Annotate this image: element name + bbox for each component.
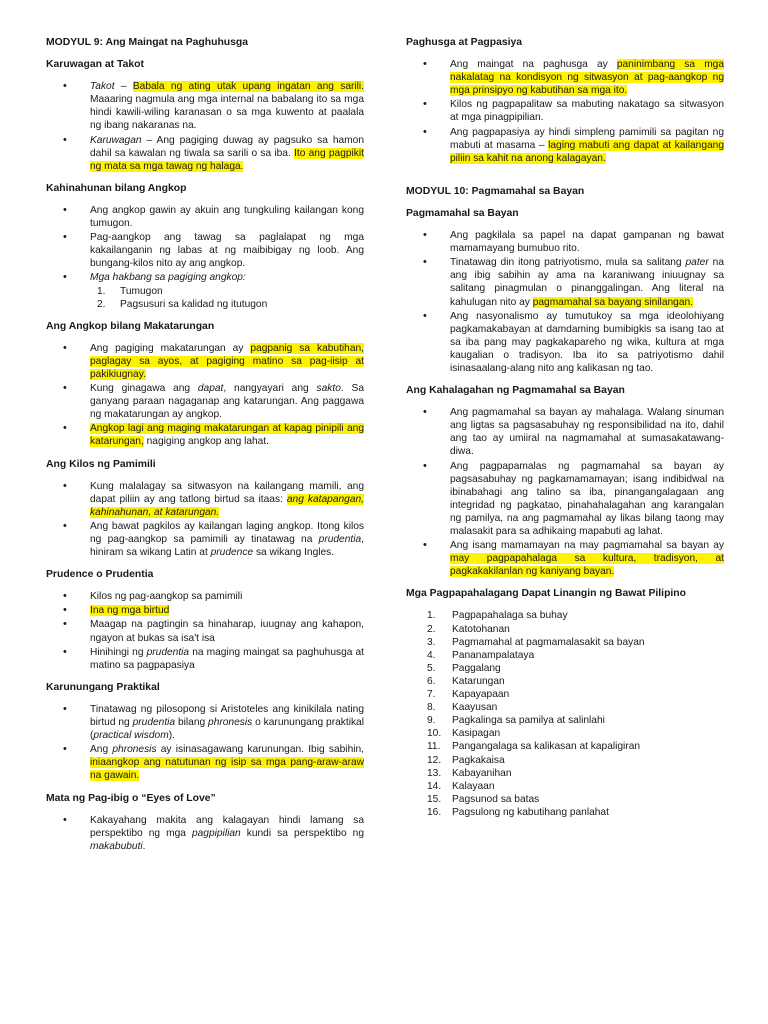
list-item: • Ang pagkilala sa papel na dapat gampanan ng bawat mamamayang bumubuo rito.: [406, 229, 724, 255]
list-item: • Mga hakbang sa pagiging angkop: 1. Tumugon 2. Pagsusuri sa kalidad ng itutugon: [46, 271, 364, 310]
list-item: 2. Katotohanan: [427, 623, 510, 635]
list-item: 2. Pagsusuri sa kalidad ng itutugon: [97, 298, 268, 310]
list-kahalagahan: [406, 406, 724, 578]
heading-pagpapahalaga: Mga Pagpapahalagang Dapat Linangin ng Bawat Pilipino: [406, 588, 686, 600]
list-item: • Kakayahang makita ang kalagayan hindi lamang sa perspektibo ng mga pagpipilian kundi sa perspektibo ng makabubuti.: [46, 814, 364, 853]
term: Takot: [90, 81, 115, 93]
highlighted-text: laging mabuti ang dapat at kailangang piliin sa kahit na anong kalagayan.: [450, 139, 724, 164]
highlighted-text: ang katapangan, kahinahunan, at katarungan.: [90, 493, 364, 518]
list-item: 4. Pananampalataya: [427, 649, 535, 661]
list-item: 7. Kapayapaan: [427, 689, 510, 701]
list-item: 5. Paggalang: [427, 662, 501, 674]
list-item: • Takot – Babala ng ating utak upang ingatan ang sarili. Maaaring nagmula ang mga internal na babalang ito sa mga hindi kawili-wiling karanasan o sa mga kuwento at paalala ng ibang nakaranas na.: [46, 80, 364, 132]
list-item: 12. Pagkakaisa: [427, 754, 505, 766]
list-item: 10. Kasipagan: [427, 728, 501, 740]
list-kahinahunan: [46, 204, 364, 311]
heading-pagmamahal-sa-bayan: Pagmamahal sa Bayan: [406, 207, 519, 219]
heading-paghusga-pagpasiya: Paghusga at Pagpasiya: [406, 37, 523, 48]
values-list: [406, 609, 724, 819]
list-item: • Kilos ng pagpapalitaw sa mabuting nakatago sa sitwasyon at mga pinagpipilian.: [406, 98, 724, 124]
list-item: • Tinatawag din itong patriyotismo, mula sa salitang pater na ang ibig sabihin ay ama na karaniwang iniuugnay sa salitang pinagmulan o pinanggalingan. Ang literal na kahulugan nito ay pagmamahal sa bayang sinilangan.: [406, 256, 724, 308]
highlighted-text: paninimbang sa mga nakalatag na kondisyon ng sitwasyon at pag-aangkop ng mga prinsipyo ng kabutihan sa mga ito.: [450, 59, 725, 97]
list-item: • Tinatawag ng pilosopong si Aristoteles ang kinikilala nating birtud ng prudentia bilang phronesis o karunungang praktikal (practical wisdom).: [46, 703, 364, 742]
highlighted-text: pagpanig sa kabutihan, paglagay sa ayos, at pagiging matino sa pag-iisip at pakikiugnay.: [90, 342, 365, 380]
heading-prudentia: Prudence o Prudentia: [46, 569, 154, 581]
list-paghusga: [406, 58, 724, 165]
list-item: • Pag-aangkop ang tawag sa paglalapat ng mga kakailanganin ng labas at ng maibibigay ng loob. Ang bungang-kilos nito ay ang angkop.: [46, 231, 364, 270]
list-item: • Ang pagpapamalas ng pagmamahal sa bayan ay pagsasabuhay ng pagkamamamayan; isang indibidwal na ibinabahagi ang talino sa iba, pinangangalagaan ang integridad ng pagkatao, pinahahalagahan ang karangalan ng pamilya, na ang pagmamahal ay likas bilang taong may malasakit para sa adhikaing mapabuti ag lahat.: [406, 460, 724, 539]
list-item: • Ang isang mamamayan na may pagmamahal sa bayan ay may pagpapahalaga sa kultura, tradisyon, at pagkakakilanlan ng kaniyang bayan.: [406, 539, 724, 578]
module-10-title: MODYUL 10: Pagmamahal sa Bayan: [406, 185, 585, 197]
list-item: • Ang phronesis ay isinasagawang karunungan. Ibig sabihin, iniaangkop ang natutunan ng isip sa mga pang-araw-araw na gawain.: [46, 743, 364, 782]
list-item: 13. Kabayanihan: [427, 767, 512, 779]
heading-karuwagan-takot: Karuwagan at Takot: [46, 59, 144, 71]
highlighted-text: may pagpapahalaga sa kultura, tradisyon, at pagkakakilanlan ng kaniyang bayan.: [450, 553, 724, 578]
heading-eyes-of-love: Mata ng Pag-ibig o “Eyes of Love”: [46, 792, 216, 804]
list-item: • Ang bawat pagkilos ay kailangan laging angkop. Itong kilos ng pag-aangkop sa pamimili ay tinatawag na prudentia, hiniram sa wikang Latin at prudence sa wikang Ingles.: [46, 520, 364, 559]
highlighted-text: iniaangkop ang natutunan ng isip sa mga pang-araw-araw na gawain.: [90, 757, 364, 782]
list-item: • Karuwagan – Ang pagiging duwag ay pagsuko sa hamon dahil sa kawalan ng tiwala sa sarili o sa iba. Ito ang pagpikit ng mata sa mga tawag ng halaga.: [46, 134, 364, 173]
highlighted-text: Angkop lagi ang maging makatarungan at kapag pinipili ang katarungan,: [90, 423, 364, 448]
left-column: [46, 36, 364, 862]
list-kilos-pamimili: [46, 480, 364, 560]
list-item: 15. Pagsunod sa batas: [427, 793, 540, 805]
list-eyes-of-love: [46, 814, 364, 853]
heading-karunungang-praktikal: Karunungang Praktikal: [46, 681, 160, 693]
heading-kahinahunan: Kahinahunan bilang Angkop: [46, 182, 187, 194]
list-item: 1. Tumugon: [97, 285, 163, 297]
list-item: • Hinihingi ng prudentia na maging maingat sa paghuhusga at matino sa pagpapasiya: [46, 646, 364, 672]
list-item: • Kung ginagawa ang dapat, nangyayari ang sakto. Sa ganyang paraan nagaganap ang katarungan. Ang paggawa ng makatarungan ay angkop.: [46, 382, 364, 421]
list-item: • Kung malalagay sa sitwasyon na kailangang mamili, ang dapat piliin ay ang tatlong birtud sa itaas: ang katapangan, kahinahunan, at katarungan.: [46, 480, 364, 519]
list-item: 11. Pangangalaga sa kalikasan at kapaligiran: [427, 741, 641, 753]
heading-kilos-pamimili: Ang Kilos ng Pamimili: [46, 458, 156, 470]
list-item: • Maagap na pagtingin sa hinaharap, iuugnay ang kahapon, ngayon at bukas sa isa't isa: [46, 618, 364, 644]
list-prudentia: [46, 590, 364, 672]
list-item: • Ang angkop gawin ay akuin ang tungkuling kailangan kong tumugon.: [46, 204, 364, 230]
list-item: • Kilos ng pag-aangkop sa pamimili: [46, 590, 364, 603]
highlighted-text: Babala ng ating utak upang ingatan ang sarili.: [132, 81, 364, 93]
list-item: • Angkop lagi ang maging makatarungan at kapag pinipili ang katarungan, nagiging angkop ang lahat.: [46, 422, 364, 448]
list-karunungang-praktikal: [46, 703, 364, 783]
list-item: • Ang nasyonalismo ay tumutukoy sa mga ideolohiyang pagkamakabayan at damdaming bumibigkis sa isang tao at sa iba pang may pagkakapareho ng wika, kultura at mga kaugalian o tradisyon. Iba ito sa patriyotismo dahil isinasaalang-alang nito ang kalikasan ng tao.: [406, 310, 724, 375]
steps-list: [90, 285, 364, 311]
list-item: 14. Kalayaan: [427, 780, 495, 792]
list-item: 8. Kaayusan: [427, 702, 498, 714]
term: Karuwagan: [90, 134, 142, 146]
list-pagmamahal: [406, 229, 724, 375]
list-item: 3. Pagmamahal at pagmamalasakit sa bayan: [427, 636, 645, 648]
list-item: • Ang pagmamahal sa bayan ay mahalaga. Walang sinuman ang ligtas sa pagsasabuhay ng responsibilidad na ito, dahil ang tao ay umiiral na nagmamahal at sumasakatawang-diwa.: [406, 406, 724, 458]
list-makatarungan: [46, 342, 364, 449]
list-karuwagan-takot: [46, 80, 364, 173]
list-item: • Ang maingat na paghusga ay paninimbang sa mga nakalatag na kondisyon ng sitwasyon at pag-aangkop ng mga prinsipyo ng kabutihan sa mga ito.: [406, 58, 724, 97]
list-item: 16. Pagsulong ng kabutihang panlahat: [427, 806, 609, 818]
heading-makatarungan: Ang Angkop bilang Makatarungan: [46, 320, 215, 332]
highlighted-text: Ito ang pagpikit ng mata sa mga tawag ng halaga.: [90, 147, 364, 172]
heading-kahalagahan: Ang Kahalagahan ng Pagmamahal sa Bayan: [406, 385, 625, 397]
list-item: • Ang pagiging makatarungan ay pagpanig sa kabutihan, paglagay sa ayos, at pagiging matino sa pag-iisip at pakikiugnay.: [46, 342, 364, 381]
list-item: 9. Pagkalinga sa pamilya at salinlahi: [427, 715, 605, 727]
highlighted-text: pagmamahal sa bayang sinilangan.: [532, 296, 693, 308]
highlighted-text: Ina ng mga birtud: [90, 605, 170, 617]
list-item: • Ang pagpapasiya ay hindi simpleng pamimili sa pagitan ng mabuti at masama – laging mabuti ang dapat at kailangang piliin sa kahit na anong kalagayan.: [406, 126, 724, 165]
list-item: 1. Pagpapahalaga sa buhay: [427, 610, 568, 622]
right-column: [406, 36, 724, 823]
list-item: [46, 604, 364, 617]
module-9-title: MODYUL 9: Ang Maingat na Paghuhusga: [46, 37, 249, 48]
list-item: 6. Katarungan: [427, 675, 505, 687]
